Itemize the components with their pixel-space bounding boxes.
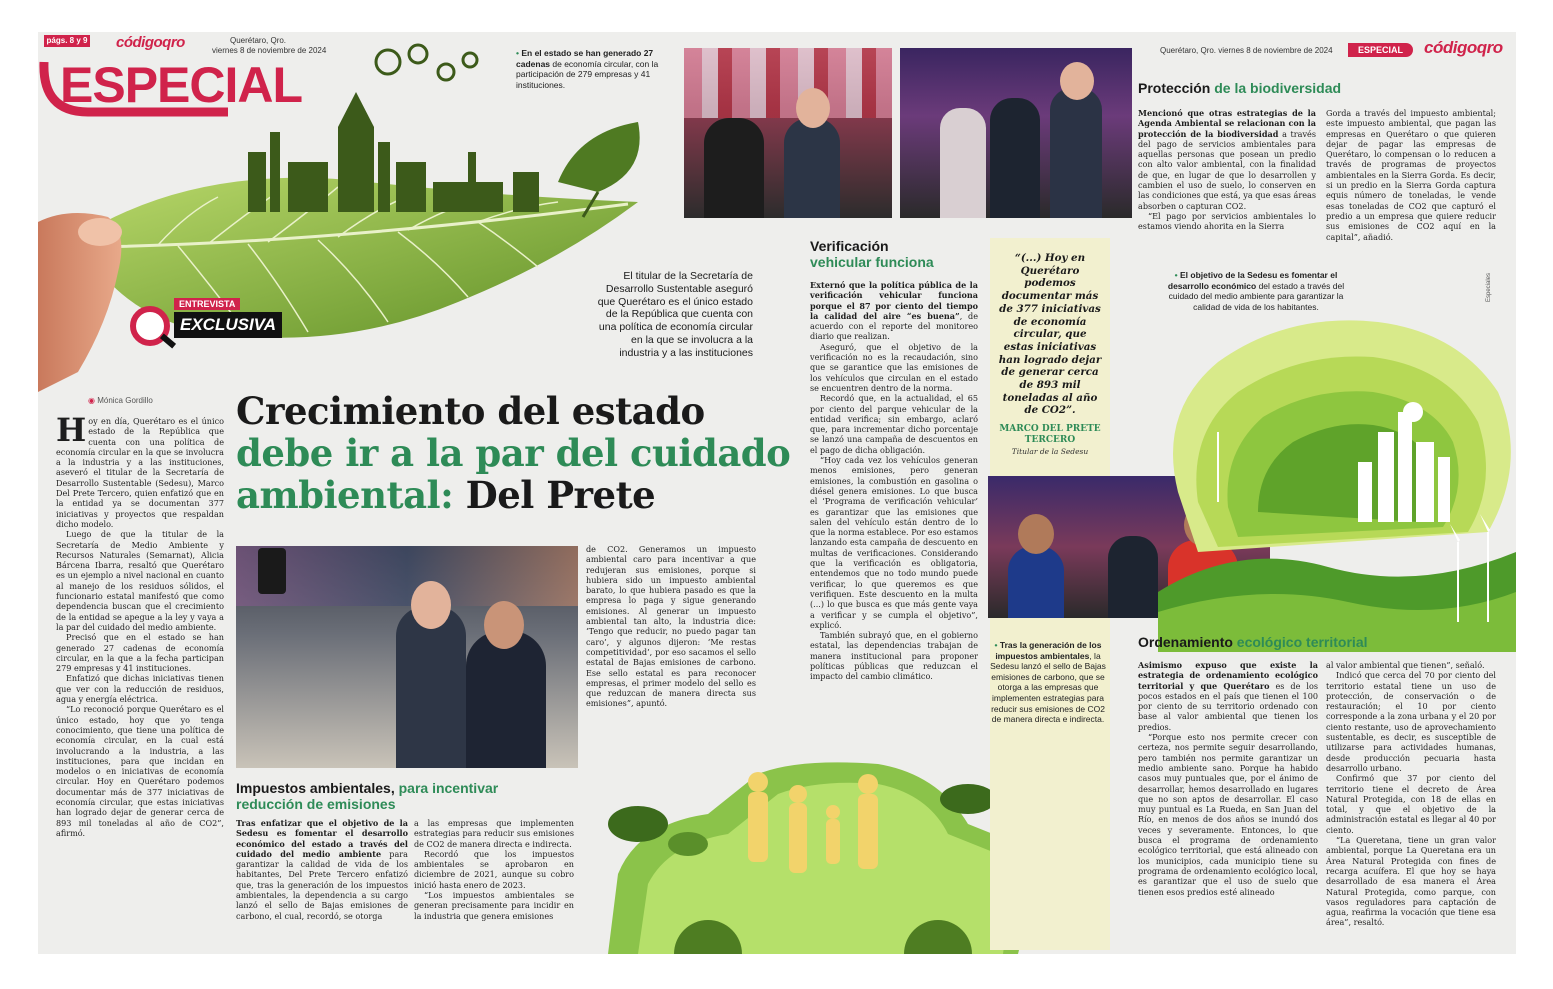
logo-left: códigoqro <box>116 34 185 51</box>
badge-top: ENTREVISTA <box>174 298 240 310</box>
biodiversidad-col-b: Gorda a través del impuesto ambiental; este impuesto ambiental, que pagan las empresas en Querétaro o que quieren dejar de pagar las empresas de Querétaro, lo compensan o lo reducen a través de programas de proyectos ambientales en la Sierra Gorda. Es decir, si un predio en la Sierra Gorda captura equis número de toneladas, le vende esas toneladas de CO2 que capturó el predio a un empresa que quiere reducir sus emisiones de CO2 aquí en la capital”, añadió. <box>1326 108 1496 242</box>
quote-role: Titular de la Sedesu <box>1011 447 1089 456</box>
drop-cap: H <box>56 411 87 449</box>
col1-p5: “Lo reconoció porque Querétaro es el único estado, hoy que yo tenga conocimiento, que tiene una política de economía circular, en la cual está involucrando a la industria, a las instituciones, para que incidan en modelos o en iniciativas de economía circular. Hoy en Querétaro podemos documentar más de 377 iniciativas de economía circular, que estas iniciativas han logrado dejar de generar cerca de 893 mil toneladas al año de CO2”, afirmó. <box>56 704 224 838</box>
deck: El titular de la Secretaría de Desarrollo Sustentable aseguró que Querétaro es el único estado de la República que cuenta con una política de economía circular en la que se involucra a la industria y a las instituciones <box>597 270 753 359</box>
headline: Crecimiento del estado debe ir a la par del cuidado ambiental: Del Prete <box>236 389 791 517</box>
exclusive-badge <box>130 298 280 356</box>
camera-icon: ◉ <box>88 396 98 405</box>
photo-selfie <box>236 546 578 768</box>
header-right-section: ESPECIAL <box>1348 43 1413 57</box>
verificacion-title: Verificación vehicular funciona <box>810 238 934 270</box>
biodiversidad-title: Protección de la biodiversidad <box>1138 80 1342 96</box>
photo-market-2 <box>900 48 1132 218</box>
impuestos-title: Impuestos ambientales, para incentivar reducción de emisiones <box>236 780 499 812</box>
col1-p3: Precisó que en el estado se han generado 27 cadenas de economía circular, en la que a la fecha participan 279 empresas y 41 instituciones. <box>56 632 224 674</box>
impuestos-col-b: a las empresas que implementen estrategias para reducir sus emisiones de CO2 de manera directa e indirecta. Recordó que los impuestos ambientales se aprobaron en diciembre de 2021, aunque su cobro inició hasta enero de 2023. “Los impuestos ambientales se generan precisamente para incidir en la industria que genera emisiones <box>414 818 574 921</box>
article-column-3: de CO2. Generamos un impuesto ambiental caro para incentivar a que redujeran sus emisiones, porque si hubiera sido un impuesto ambiental barato, lo que hubiera pasado es que la empresa lo paga y sigue generando emisiones. Al generar un impuesto ambiental tan alto, la industria dice: ‘Tengo que reducir, no puedo pagar tan caro’, y algunos dijeron: ‘Me restas competitividad’, por eso sacamos el sello estatal de Bajas emisiones de carbono. Ese sello estatal es para reconocer empresas, el primer modelo del sello es que reduzcan de manera directa sus emisiones”, apuntó. <box>586 544 756 709</box>
byline: ◉ Mónica Gordillo <box>88 396 153 405</box>
car-illustration <box>578 754 1048 954</box>
article-column-1 <box>56 411 224 838</box>
biodiversidad-col-a: Mencionó que otras estrategias de la Agenda Ambiental se relacionan con la protección de la biodiversidad a través del pago de servicios ambientales para aquellas personas que posean un predio con alto valor ambiental, con la finalidad de que, en lugar de que lo desarrollen y cambien el uso de suelo, lo conserven en las condiciones que está, ya que esas áreas absorben o capturan CO2. “El pago por servicios ambientales lo estamos viendo ahorita en la Sierra <box>1138 108 1317 232</box>
page-tab: págs. 8 y 9 <box>44 35 90 47</box>
section-title: ESPECIAL <box>60 57 303 113</box>
ordenamiento-col-b: al valor ambiental que tienen”, señaló. Indicó que cerca del 70 por ciento del territorio estatal tiene un uso de protección, de conservación o de restauración; el 10 por ciento corresponde a la zona urbana y el 20 por ciento restante, uso de aprovechamiento sustentable, es decir, es susceptible de utilizarse para actividades humanas, desde producción pecuaria hasta desarrollo urbano. Confirmó que 37 por ciento del territorio tiene el decreto de Área Natural Protegida, con 18 de ellas en total, y que el objetivo de la administración estatal es llegar al 40 por ciento. “La Queretana, tiene un gran valor ambiental, porque La Queretana era un Área Natural Protegida con fines de recarga acuífera. El que hoy se haya desarrollado de esa manera el Área Natural Protegida, como parque, con vasos reguladores para captación de agua, reafirma la vocación que tiene esa área”, resaltó. <box>1326 660 1496 928</box>
logo-right: códigoqro <box>1424 38 1503 57</box>
quote-text: “(...) Hoy en Querétaro podemos documentar más de 377 iniciativas de economía circular, que estas iniciativas han logrado dejar de generar cerca de 893 mil toneladas al año de CO2”. <box>998 252 1102 417</box>
bullet-top: • En el estado se han generado 27 cadenas de economía circular, con la participación de 279 empresas y 41 instituciones. <box>516 48 659 90</box>
bullet-right: • El objetivo de la Sedesu es fomentar el desarrollo económico del estado a través del cuidado del medio ambiente para garantizar la calidad de vida de los habitantes. <box>1167 270 1345 312</box>
photo-market-1 <box>684 48 892 218</box>
bullet-mid: • Tras la generación de los impuestos ambientales, la Sedesu lanzó el sello de Bajas emisiones de carbono, que se otorga a las empresas que implementen estrategias para reducir sus emisiones de CO2 de manera directa e indirecta. <box>990 640 1106 725</box>
badge-bottom: EXCLUSIVA <box>174 312 282 338</box>
col1-p2: Luego de que la titular de la Secretaría de Medio Ambiente y Recursos Naturales (Semarnat), Alicia Bárcena Ibarra, resaltó que Querétaro es un ejemplo a nivel nacional en cuanto al manejo de los residuos sólidos, el funcionario estatal manifestó que como dependencia buscan que el crecimiento de la entidad se apegue a la ley y vaya a la par del cuidado del medio ambiente. <box>56 529 224 632</box>
quote-name: MARCO DEL PRETE TERCERO <box>999 424 1101 445</box>
newspaper-spread <box>38 32 1516 954</box>
eco-city-illustration <box>1158 292 1516 652</box>
header-right-dateline: Querétaro, Qro. viernes 8 de noviembre de 2024 <box>1160 46 1333 55</box>
verificacion-column: Externó que la política pública de la verificación vehicular funciona porque el 87 por ciento del tiempo la calidad del aire “es buena”, de acuerdo con el reporte del monitoreo diario que realizan. Aseguró, que el objetivo de la verificación no es la recaudación, sino que se garantice que las emisiones de los vehículos que circulan en el estado se encuentren dentro de la norma. Recordó que, en la actualidad, el 65 por ciento del parque vehicular de la entidad verifica; sin embargo, aclaró que, para incrementar dicho porcentaje se lanzó una campaña de descuentos en el pago de dicha obligación. “Hoy cada vez los vehículos generan menos emisiones, pero generan emisiones, la combustión en gasolina o diésel genera emisiones. Lo que busca el ‘Programa de verificación vehicular’ es garantizar que las emisiones que salen del vehículo están dentro de lo que la norma establece. Por eso estamos lanzando esta campaña de descuento en multas de verificaciones. Considerando que la verificación es obligatoria, entendemos que no todo mundo puede verificar, lo que queremos es que verifiquen. Este descuento en la multa (...) lo que busca es que más gente vaya a verificar y se cumpla el objetivo”, explicó. También subrayó que, en el gobierno estatal, las dependencias trabajan de manera institucional para proponer políticas públicas que reduzcan el impacto del cambio climático. <box>810 280 978 682</box>
header-date: viernes 8 de noviembre de 2024 <box>212 46 327 55</box>
header-city: Querétaro, Qro. <box>230 36 287 45</box>
ordenamiento-title: Ordenamiento ecológico territorial <box>1138 634 1368 650</box>
impuestos-col-a: Tras enfatizar que el objetivo de la Sedesu es fomentar el desarrollo económico del estado a través del cuidado del medio ambiente para garantizar la calidad de vida de los habitantes, Del Prete Tercero enfatizó que, tras la generación de los impuestos ambientales, la dependencia a su cargo lanzó el sello de Bajas emisiones de carbono, el cual, recordó, se otorga <box>236 818 409 921</box>
ordenamiento-col-a: Asimismo expuso que existe la estrategia de ordenamiento ecológico territorial y que Querétaro es de los pocos estados en el país que tienen el 100 por ciento de su territorio ordenado con base al valor ambiental que tienen los predios. “Porque esto nos permite crecer con certeza, nos permite seguir desarrollando, pero también nos permite garantizar un medio ambiente sano. Porque ha habido casos muy puntuales que, por el ánimo de desarrollar, hemos desarrollado en lugares que no son aptos de desarrollar. El caso muy puntual es La Rueda, en San Juan del Río, en menos de dos años se inundó dos veces y severamente. Entonces, lo que busca el programa de ordenamiento ecológico territorial, que está alineado con los municipios, cada municipio tiene su programa de ordenamiento ecológico local, es garantizar que el uso de suelo que tienen esos predios esté alineado <box>1138 660 1318 897</box>
col1-p4: Enfatizó que dichas iniciativas tienen que ver con la reducción de residuos, agua y energía eléctrica. <box>56 673 224 705</box>
col1-p1: Hoy en día, Querétaro es el único estado de la República que cuenta con una política de economía circular en la que se involucra a la industria y a las instituciones, aseveró el titular de la Secretaría de Desarrollo Sustentable (Sedesu), Marco Del Prete Tercero, quien enfatizó que en la entidad ya se documentan 377 iniciativas y proyectos que respaldan dicho modelo. <box>56 411 224 529</box>
side-label: Especiales <box>1486 272 1492 302</box>
